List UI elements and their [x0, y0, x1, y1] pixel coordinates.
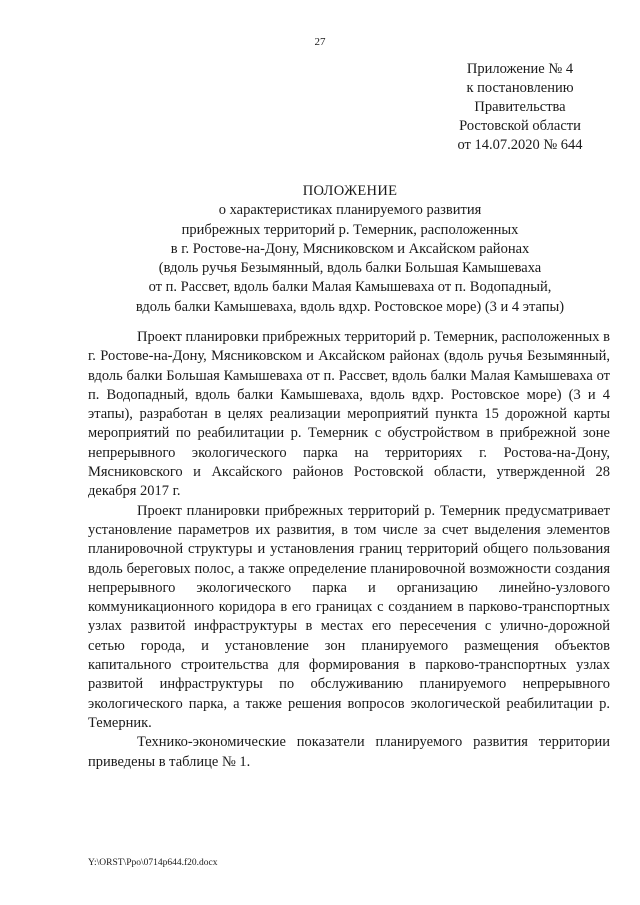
title-line: от п. Рассвет, вдоль балки Малая Камышеваха от п. Водопадный, [148, 279, 552, 296]
paragraph: Технико-экономические показатели планируемого развития территории приведены в таблице № 1. [88, 734, 610, 770]
title-line: о характеристиках планируемого развития [218, 202, 482, 219]
appendix-header [440, 60, 600, 155]
appendix-line: Ростовской области [459, 118, 581, 134]
document-title [60, 182, 640, 317]
appendix-line: Правительства [474, 99, 566, 115]
paragraph: Проект планировки прибрежных территорий р. Темерник предусматривает установление параметров их развития, в том числе за счет выделения элементов планировочной структуры и установления границ территорий общего пользования вдоль береговых полос, а также определение планировочной возможности создания непрерывного экологического парка и организацию линейно-узлового коммуникационного коридора в его границах с созданием в парково-транспортных узлах развитой инфраструктуры в местах его пересечения с улично-дорожной сетью города, и установление зон планируемого размещения объектов капитального строительства для формирования в парково-транспортных узлах развитой инфраструктуры по обслуживанию планируемого непрерывного экологического парка, а также решения вопросов экологической реабилитации р. Темерник. [88, 502, 610, 731]
page-number: 27 [314, 36, 326, 48]
appendix-line: Приложение № 4 [466, 61, 574, 77]
body-text [88, 328, 610, 772]
footer-file-path: Y:\ORST\Ppo\0714p644.f20.docx [88, 858, 218, 868]
appendix-line: к постановлению [466, 80, 574, 96]
title-line: прибрежных территорий р. Темерник, расположенных [181, 221, 519, 238]
appendix-line: от 14.07.2020 № 644 [457, 137, 583, 153]
title-line: в г. Ростове-на-Дону, Мясниковском и Аксайском районах [170, 240, 530, 257]
paragraph: Проект планировки прибрежных территорий р. Темерник, расположенных в г. Ростове-на-Дону, Мясниковском и Аксайском районах (вдоль ручья Безымянный, вдоль балки Большая Камышеваха от п. Рассвет, вдоль балки Малая Камышеваха от п. Водопадный, вдоль балки Камышеваха, вдоль вдхр. Ростовское море) (3 и 4 этапы), разработан в целях реализации мероприятий пункта 15 дорожной карты мероприятий по реабилитации р. Темерник с обустройством в прибрежной зоне непрерывного экологического парка на территориях г. Ростова-на-Дону, Мясниковского и Аксайского районов Ростовской области, утвержденной 28 декабря 2017 г. [88, 329, 610, 500]
title-main: ПОЛОЖЕНИЕ [302, 183, 398, 199]
title-line: (вдоль ручья Безымянный, вдоль балки Большая Камышеваха [158, 260, 542, 277]
title-line: вдоль балки Камышеваха, вдоль вдхр. Ростовское море) (3 и 4 этапы) [135, 298, 565, 315]
